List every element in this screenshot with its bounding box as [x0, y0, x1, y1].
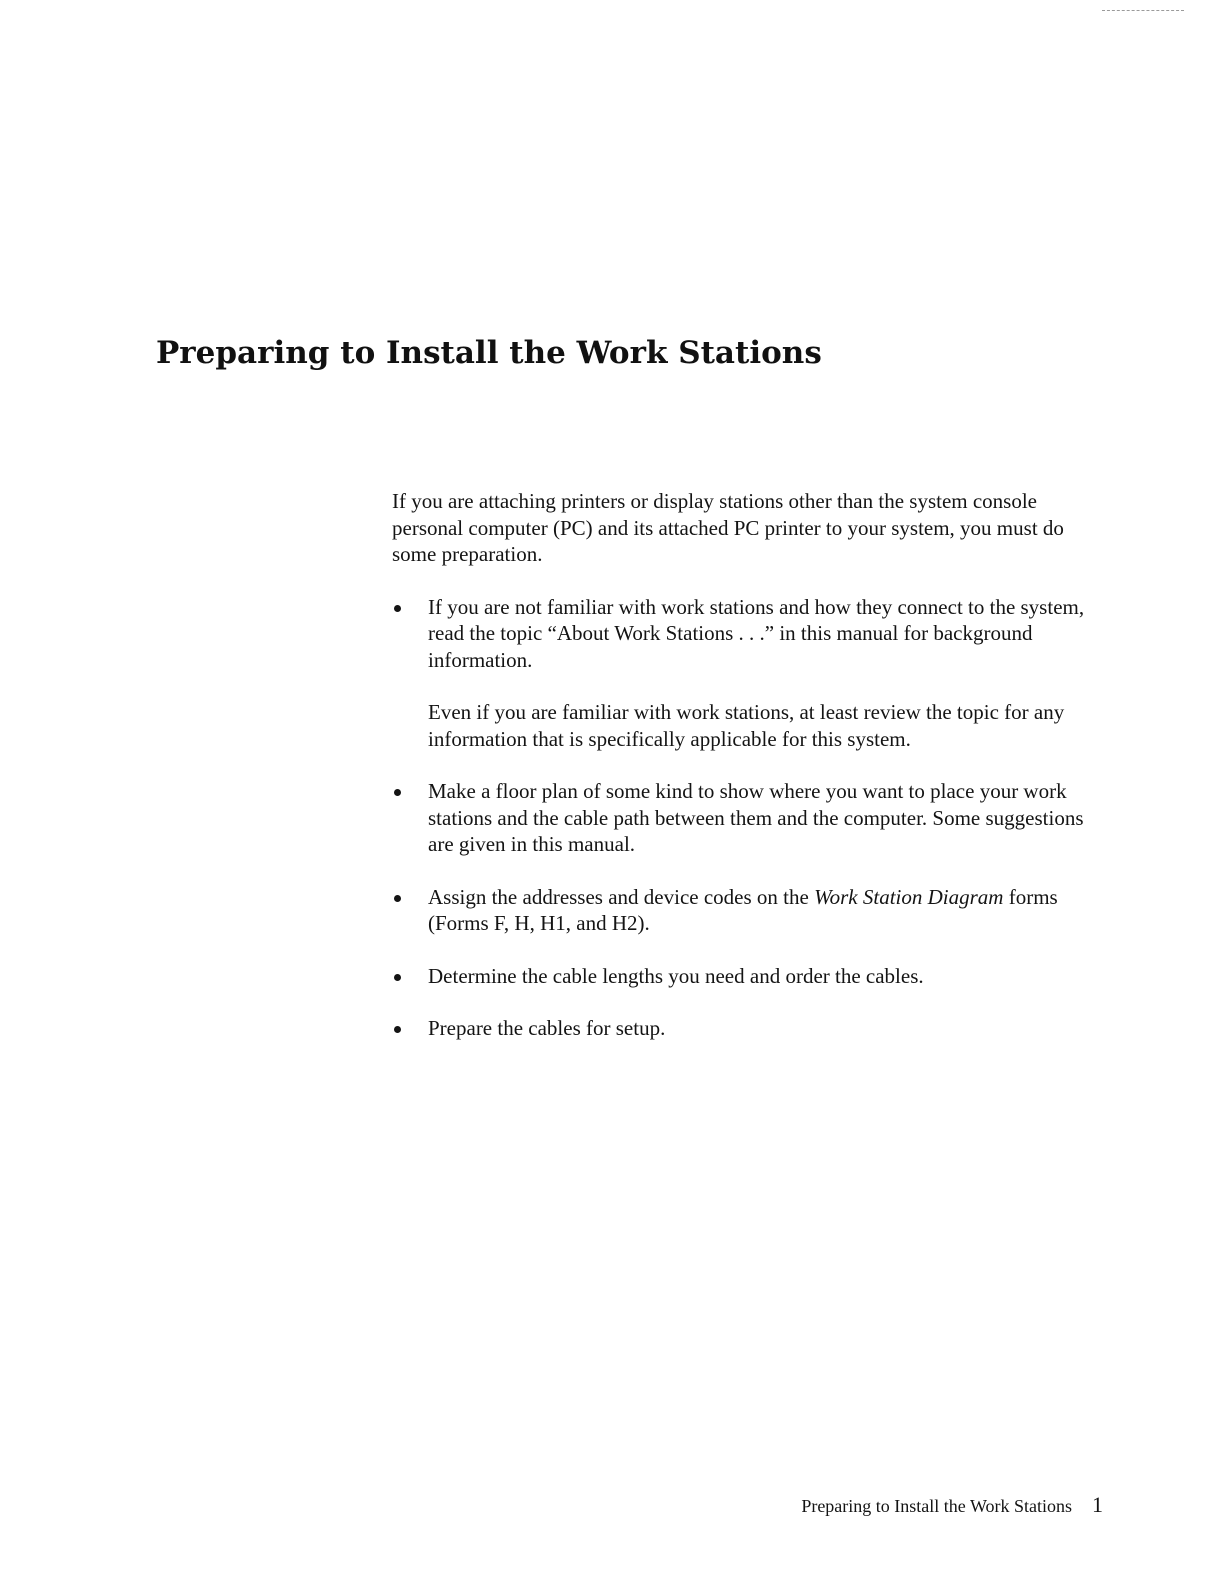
corner-rule [1102, 10, 1184, 11]
intro-paragraph: If you are attaching printers or display stations other than the system console personal computer (PC) and its attached PC printer to your system, you must do some preparation. [392, 489, 1064, 566]
bullet-icon [394, 974, 401, 981]
list-item-text: Make a floor plan of some kind to show where you want to place your work stations and the cable path between them and the computer. Some suggestions are given in this manual. [428, 779, 1084, 856]
list-item-text: Prepare the cables for setup. [428, 1016, 666, 1040]
bullet-icon [394, 605, 401, 612]
list-item [392, 1015, 1112, 1042]
list-item-text [428, 884, 1112, 937]
page-title: Preparing to Install the Work Stations [156, 335, 822, 371]
form-name-italic: Work Station Diagram [814, 884, 1004, 909]
running-footer-title: Preparing to Install the Work Stations [801, 1496, 1072, 1516]
body-content [392, 488, 1112, 1068]
list-item [392, 594, 1112, 753]
list-item-text: If you are not familiar with work stations and how they connect to the system, read the topic “About Work Stations . . .” in this manual for background information. [428, 594, 1085, 672]
list-item [392, 884, 1112, 937]
list-item-text-start: Assign the addresses and device codes on the [428, 884, 815, 909]
list-item-followup: Even if you are familiar with work stations, at least review the topic for any information that is specifically applicable for this system. [428, 700, 1065, 751]
page-number: 1 [1092, 1492, 1103, 1517]
list-item [392, 778, 1112, 858]
preparation-list [392, 594, 1112, 1042]
bullet-icon [394, 789, 401, 796]
bullet-icon [394, 895, 401, 902]
bullet-icon [394, 1026, 401, 1033]
page-footer [0, 1492, 1103, 1518]
list-item [392, 963, 1112, 990]
list-item-text-end: forms (Forms F, H, H1, and H2). [428, 884, 1058, 935]
list-item-text: Determine the cable lengths you need and order the cables. [428, 963, 924, 988]
